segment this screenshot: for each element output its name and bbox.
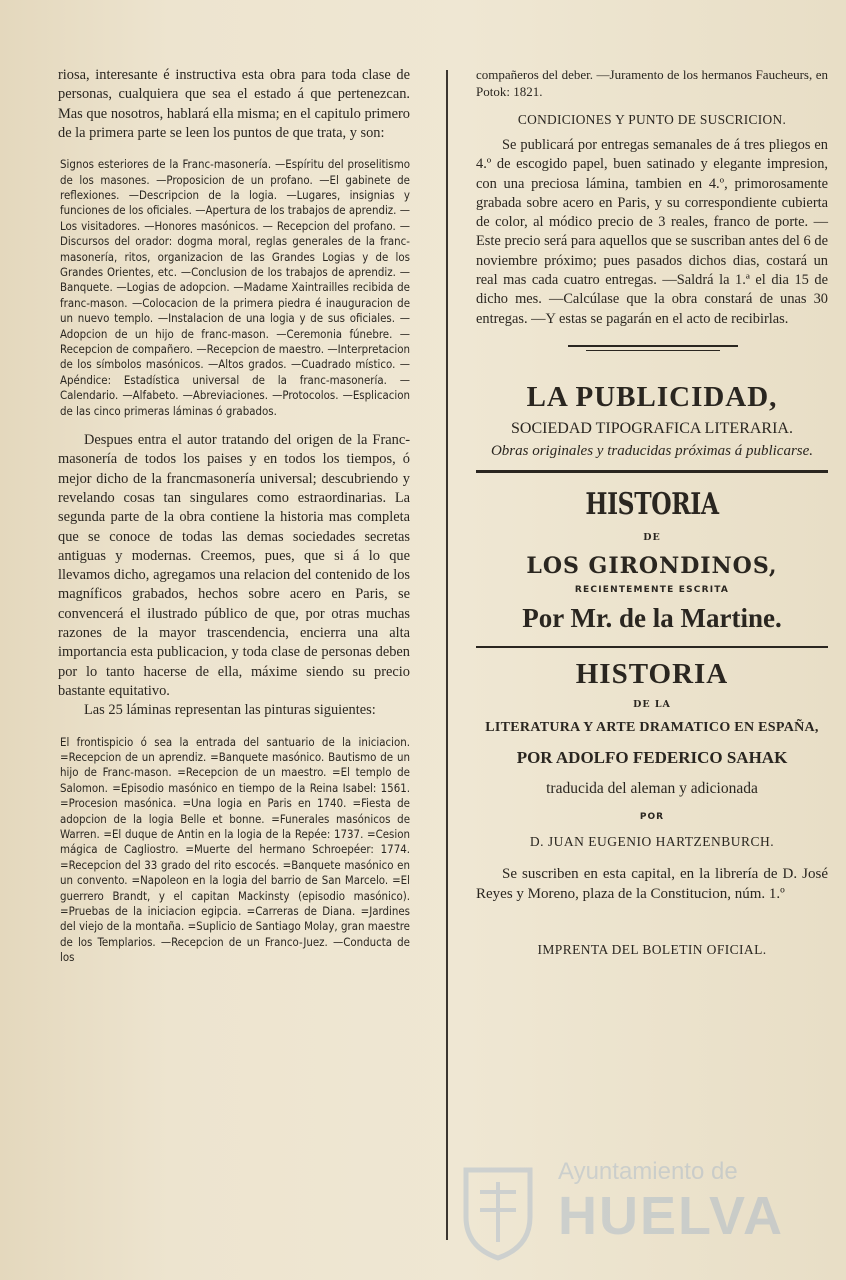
heavy-rule xyxy=(476,470,828,473)
watermark-text xyxy=(558,1158,784,1246)
publisher-title: LA PUBLICIDAD, xyxy=(526,380,778,413)
book2-subject: LITERATURA Y ARTE DRAMATICO EN ESPAÑA, xyxy=(485,719,819,735)
right-column xyxy=(476,66,828,958)
book1-subject: LOS GIRONDINOS, xyxy=(526,552,778,579)
book2-translator: D. JUAN EUGENIO HARTZENBURCH. xyxy=(529,833,775,849)
book1-de: DE xyxy=(643,531,661,543)
left-column xyxy=(58,66,410,966)
book1-author: Por Mr. de la Martine. xyxy=(522,602,782,633)
publisher-note: Obras originales y traducidas próximas á publicarse. xyxy=(490,442,814,459)
imprenta-line: IMPRENTA DEL BOLETIN OFICIAL. xyxy=(537,941,767,957)
book1-title: HISTORIA xyxy=(585,486,719,522)
shield-icon xyxy=(458,1162,538,1262)
rule xyxy=(476,646,828,648)
watermark-line1: Ayuntamiento de xyxy=(558,1158,738,1185)
book2-de: DE LA xyxy=(633,698,671,710)
origin-paragraph: Despues entra el autor tratando del origen de la Franc-masonería de todos los paises y en todos los tiempos, ó mejor dicho de la francmasonería universal; descubriendo y revelando cosas tan singulares como estraordinarias. La segunda parte de la obra contiene la historia mas completa que se conoce de todas las demas sociedades secretas antiguas y modernas. Creemos, pues, que si á lo que llevamos dicho, agregamos una relacion del contenido de los magníficos grabados, hechos sobre acero en Paris, se convencerá el ilustrado público de que, por otras muchas razones de la mayor trascendencia, encierra una alta importancia esta publicacion, y toda clase de personas deben por lo tanto hacerse de ella, máxime siendo su precio bastante equitativo. xyxy=(58,432,410,699)
book1-recent: RECIENTEMENTE ESCRITA xyxy=(574,584,730,595)
conditions-text: Se publicará por entregas semanales de á tres pliegos en 4.º de escogido papel, buen satinado y elegante impresion, con una preciosa lámina, tambien en 4.º, primorosamente grabada sobre acero en Paris, y su correspondiente cubierta de color, al módico precio de 3 reales, franco de porte. —Este precio será para aquellos que se suscriban antes del 6 de noviembre próximo; pues pasados dichos dias, costará un real mas cada cuatro entregas. —Saldrá la 1.ª el dia 15 de dicho mes. —Calcúlase que la obra constará de unas 30 entregas. —Y estas se pagarán en el acto de recibirlas. xyxy=(476,137,828,327)
chapter-contents-list: Signos esteriores de la Franc-masonería. —Espíritu del proselitismo de los masones. —Proposicion de un profano. —El gabinete de reflexiones. —Descripcion de la logia. —Lugares, insignias y funciones de los oficiales. —Apertura de los trabajos de aprendiz. —Los visitadores. —Honores masónicos. — Recepcion del profano. —Discursos del orador: dogma moral, reglas generales de la franc-masonería, ritos, organizacion de las Grandes Logias y de los Grandes Orientes, etc. —Conclusion de los trabajos de aprendiz. —Banquete. —Logias de adopcion. —Madame Xaintrailles recibida de franc-mason. —Colocacion de la primera piedra é inauguracion de un nuevo templo. —Instalacion de una logia y de sus oficiales. —Adopcion de un hijo de franc-mason. —Ceremonia fúnebre. —Recepcion de compañero. —Recepcion de maestro. —Interpretacion de los símbolos masónicos. —Altos grados. —Cuadrado místico. —Apéndice: Estadística universal de la franc-masonería. —Calendario. —Alfabeto. —Abreviaciones. —Protocolos. —Esplicacion de las cinco primeras láminas ó grabados. xyxy=(60,157,410,418)
publisher-subtitle: SOCIEDAD TIPOGRAFICA LITERARIA. xyxy=(511,419,793,437)
ornamental-rule xyxy=(476,339,828,357)
column-divider xyxy=(446,70,448,1240)
conditions-heading: CONDICIONES Y PUNTO DE SUSCRICION. xyxy=(517,112,787,127)
plates-intro: Las 25 láminas representan las pinturas siguientes: xyxy=(84,702,376,719)
continued-text: compañeros del deber. —Juramento de los hermanos Faucheurs, en Potok: 1821. xyxy=(476,67,828,99)
book2-translation-note: traducida del aleman y adicionada xyxy=(546,779,758,797)
watermark-line2: HUELVA xyxy=(558,1186,784,1246)
plates-list: El frontispicio ó sea la entrada del santuario de la iniciacion. =Recepcion de un aprendiz. =Banquete masónico. Bautismo de un hijo de Franc-mason. =Recepcion de un maestro. =El templo de Salomon. =Episodio masónico en tiempo de la Reina Isabel: 1561. =Procesion masónica. =Una logia en Paris en 1740. =Fiesta de adopcion de la logia Belle et bonne. =Funerales masónicos de Warren. =El duque de Antin en la logia de la Repée: 1737. =Cesion mágica de Cagliostro. =Muerte del hermano Schroepéer: 1774. =Recepcion del 33 grado del rito escocés. =Banquete masónico en un convento. =Napoleon en la logia del barrio de San Marcelo. =El guerrero Brandt, y el capitan Mackinsty (episodio masónico). =Pruebas de la iniciacion egipcia. =Carreras de Diana. =Jardines del viejo de la montaña. =Suplicio de Santiago Molay, gran maestre de los Templarios. —Recepcion de un Franco-Juez. —Conducta de los xyxy=(60,734,410,965)
archive-watermark xyxy=(448,1158,784,1268)
book2-por: POR xyxy=(639,811,665,822)
book2-title: HISTORIA xyxy=(575,657,729,690)
book2-author: POR ADOLFO FEDERICO SAHAK xyxy=(516,747,788,767)
subscription-note: Se suscriben en esta capital, en la librería de D. José Reyes y Moreno, plaza de la Constitucion, núm. 1.º xyxy=(476,865,828,902)
intro-paragraph: riosa, interesante é instructiva esta obra para toda clase de personas, cualquiera que sea el estado á que pertenezcan. Mas que nosotros, hablará ella misma; en el capitulo primero de la primera parte se leen los puntos de que trata, y son: xyxy=(58,67,410,141)
